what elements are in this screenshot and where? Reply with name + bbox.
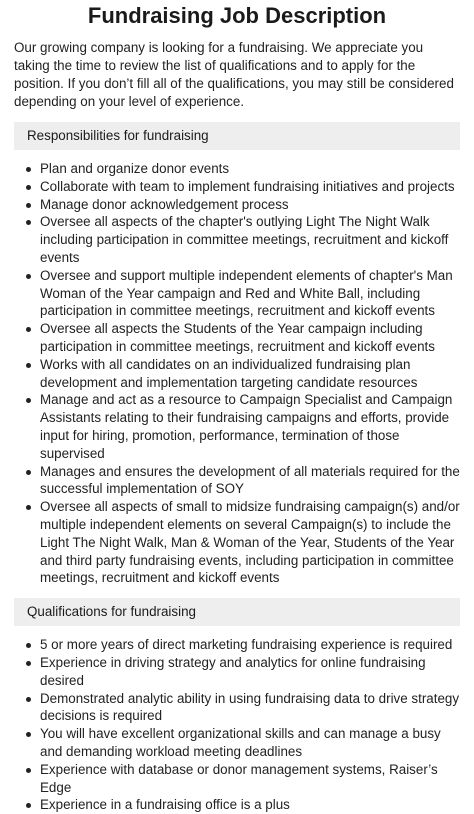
list-item-text: Oversee all aspects the Students of the Year campaign including participation in committee meetings, recruitment and kickoff events [40, 321, 435, 354]
bullet-icon [26, 732, 31, 737]
list-item [14, 320, 460, 356]
list-item [14, 498, 460, 587]
responsibilities-header: Responsibilities for fundraising [14, 122, 460, 150]
list-item [14, 356, 460, 392]
list-item [14, 196, 460, 214]
list-item [14, 160, 460, 178]
list-item [14, 796, 460, 814]
page-title: Fundraising Job Description [87, 3, 387, 28]
list-item-text: Oversee and support multiple independent elements of chapter's Man Woman of the Year campaign and Red and White Ball, including participation in committee meetings, recruitment and kickoff events [40, 267, 453, 319]
bullet-icon [26, 203, 31, 208]
bullet-icon [26, 327, 31, 332]
intro-paragraph: Our growing company is looking for a fundraising. We appreciate you taking the time to review the list of qualifications and to apply for the position. If you don’t fill all of the qualifications, you may still be considered depending on your level of experience. [14, 40, 454, 109]
bullet-icon [26, 768, 31, 773]
bullet-icon [26, 185, 31, 190]
list-item-text: Collaborate with team to implement fundraising initiatives and projects [40, 178, 455, 194]
bullet-icon [26, 274, 31, 279]
bullet-icon [26, 643, 31, 648]
list-item-text: Manages and ensures the development of all materials required for the successful implementation of SOY [40, 463, 460, 497]
responsibilities-list [14, 160, 460, 587]
list-item [14, 761, 460, 797]
bullet-icon [26, 803, 31, 808]
list-item-text: Experience in driving strategy and analytics for online fundraising desired [40, 654, 426, 688]
list-item-text: Works with all candidates on an individualized fundraising plan development and implementation targeting candidate resources [40, 356, 418, 390]
list-item-text: Manage and act as a resource to Campaign Specialist and Campaign Assistants relating to their fundraising campaigns and efforts, provide input for hiring, promotion, performance, termination of those supervised [40, 392, 453, 461]
list-item [14, 636, 460, 654]
list-item-text: Plan and organize donor events [40, 161, 230, 176]
bullet-icon [26, 220, 31, 225]
bullet-icon [26, 167, 31, 172]
list-item [14, 654, 460, 690]
list-item-text: Oversee all aspects of small to midsize fundraising campaign(s) and/or multiple independent elements on several Campaign(s) to include the Light The Night Walk, Man & Woman of the Year, Students of the Year and third party fundraising events, including participation in committee meetings, recruitment and kickoff events [40, 499, 460, 586]
qualifications-list [14, 636, 460, 814]
list-item [14, 213, 460, 266]
list-item [14, 267, 460, 320]
list-item-text: 5 or more years of direct marketing fundraising experience is required [40, 637, 453, 653]
list-item-text: Oversee all aspects of the chapter's outlying Light The Night Walk including participation in committee meetings, recruitment and kickoff events [40, 214, 449, 265]
list-item [14, 178, 460, 196]
bullet-icon [26, 505, 31, 510]
list-item-text: Experience in a fundraising office is a plus [40, 797, 290, 813]
bullet-icon [26, 398, 31, 403]
list-item-text: Manage donor acknowledgement process [40, 196, 289, 212]
bullet-icon [26, 661, 31, 666]
bullet-icon [26, 470, 31, 475]
list-item [14, 391, 460, 462]
list-item [14, 690, 460, 726]
bullet-icon [26, 363, 31, 368]
qualifications-header: Qualifications for fundraising [14, 598, 460, 626]
list-item [14, 725, 460, 761]
list-item-text: You will have excellent organizational skills and can manage a busy and demanding workload meeting deadlines [40, 726, 441, 759]
bullet-icon [26, 697, 31, 702]
list-item [14, 463, 460, 499]
list-item-text: Demonstrated analytic ability in using fundraising data to drive strategy decisions is required [40, 690, 460, 724]
list-item-text: Experience with database or donor management systems, Raiser’s Edge [40, 761, 438, 795]
